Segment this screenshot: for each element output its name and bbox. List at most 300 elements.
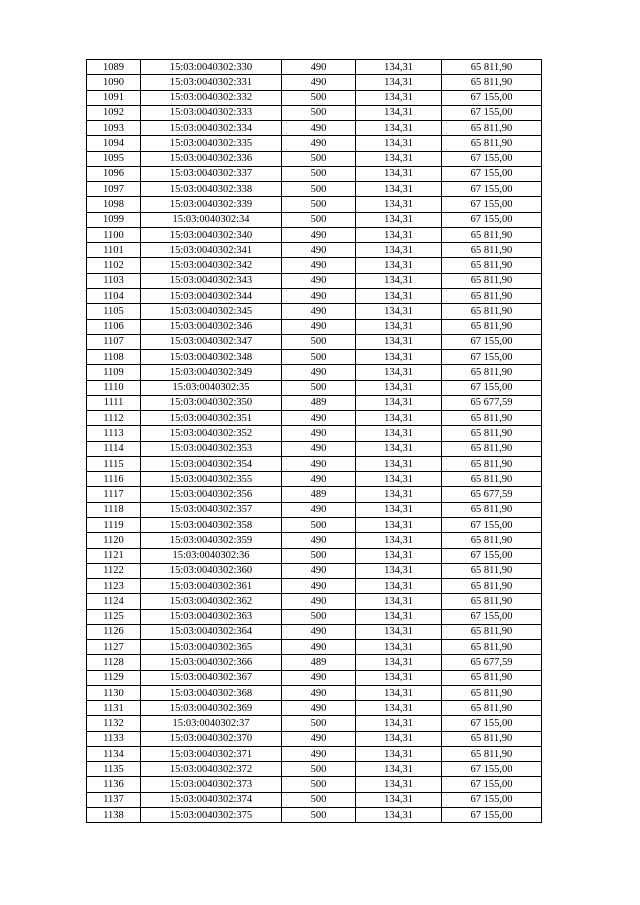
area-cell: 500: [282, 334, 356, 349]
row-number-cell: 1117: [87, 487, 141, 502]
table-row: [87, 182, 542, 197]
table-row: [87, 304, 542, 319]
area-cell: 500: [282, 90, 356, 105]
row-number-cell: 1109: [87, 365, 141, 380]
table-row: [87, 563, 542, 578]
amount-cell: 65 811,90: [442, 670, 542, 685]
row-number-cell: 1124: [87, 594, 141, 609]
table-row: [87, 472, 542, 487]
table-row: [87, 502, 542, 517]
row-number-cell: 1111: [87, 395, 141, 410]
amount-cell: 67 155,00: [442, 792, 542, 807]
table-row: [87, 594, 542, 609]
table-row: [87, 701, 542, 716]
area-cell: 500: [282, 716, 356, 731]
row-number-cell: 1122: [87, 563, 141, 578]
rate-cell: 134,31: [356, 472, 442, 487]
table-row: [87, 105, 542, 120]
table-row: [87, 579, 542, 594]
area-cell: 490: [282, 288, 356, 303]
rate-cell: 134,31: [356, 624, 442, 639]
amount-cell: 67 155,00: [442, 212, 542, 227]
row-number-cell: 1092: [87, 105, 141, 120]
cadastral-number-cell: 15:03:0040302:347: [141, 334, 282, 349]
table-row: [87, 273, 542, 288]
table-row: [87, 716, 542, 731]
cadastral-number-cell: 15:03:0040302:348: [141, 350, 282, 365]
row-number-cell: 1128: [87, 655, 141, 670]
amount-cell: 67 155,00: [442, 808, 542, 823]
cadastral-number-cell: 15:03:0040302:339: [141, 197, 282, 212]
row-number-cell: 1107: [87, 334, 141, 349]
cadastral-number-cell: 15:03:0040302:351: [141, 411, 282, 426]
cadastral-number-cell: 15:03:0040302:337: [141, 166, 282, 181]
table-row: [87, 746, 542, 761]
row-number-cell: 1113: [87, 426, 141, 441]
area-cell: 490: [282, 243, 356, 258]
rate-cell: 134,31: [356, 136, 442, 151]
table-row: [87, 75, 542, 90]
amount-cell: 65 811,90: [442, 136, 542, 151]
rate-cell: 134,31: [356, 60, 442, 75]
area-cell: 500: [282, 777, 356, 792]
rate-cell: 134,31: [356, 350, 442, 365]
row-number-cell: 1132: [87, 716, 141, 731]
cadastral-number-cell: 15:03:0040302:374: [141, 792, 282, 807]
area-cell: 489: [282, 655, 356, 670]
area-cell: 500: [282, 548, 356, 563]
rate-cell: 134,31: [356, 304, 442, 319]
amount-cell: 65 811,90: [442, 365, 542, 380]
cadastral-number-cell: 15:03:0040302:34: [141, 212, 282, 227]
cadastral-number-cell: 15:03:0040302:36: [141, 548, 282, 563]
row-number-cell: 1108: [87, 350, 141, 365]
table-row: [87, 288, 542, 303]
area-cell: 500: [282, 517, 356, 532]
amount-cell: 65 811,90: [442, 273, 542, 288]
rate-cell: 134,31: [356, 105, 442, 120]
table-row: [87, 197, 542, 212]
rate-cell: 134,31: [356, 227, 442, 242]
area-cell: 489: [282, 487, 356, 502]
area-cell: 490: [282, 456, 356, 471]
rate-cell: 134,31: [356, 579, 442, 594]
area-cell: 490: [282, 624, 356, 639]
row-number-cell: 1102: [87, 258, 141, 273]
cadastral-number-cell: 15:03:0040302:335: [141, 136, 282, 151]
area-cell: 490: [282, 273, 356, 288]
cadastral-number-cell: 15:03:0040302:346: [141, 319, 282, 334]
rate-cell: 134,31: [356, 288, 442, 303]
amount-cell: 65 811,90: [442, 258, 542, 273]
amount-cell: 67 155,00: [442, 609, 542, 624]
rate-cell: 134,31: [356, 151, 442, 166]
table-row: [87, 640, 542, 655]
cadastral-number-cell: 15:03:0040302:372: [141, 762, 282, 777]
area-cell: 500: [282, 197, 356, 212]
row-number-cell: 1130: [87, 685, 141, 700]
table-row: [87, 395, 542, 410]
table-row: [87, 777, 542, 792]
row-number-cell: 1126: [87, 624, 141, 639]
area-cell: 500: [282, 762, 356, 777]
row-number-cell: 1097: [87, 182, 141, 197]
rate-cell: 134,31: [356, 197, 442, 212]
rate-cell: 134,31: [356, 792, 442, 807]
cadastral-number-cell: 15:03:0040302:369: [141, 701, 282, 716]
cadastral-number-cell: 15:03:0040302:370: [141, 731, 282, 746]
rate-cell: 134,31: [356, 166, 442, 181]
amount-cell: 67 155,00: [442, 197, 542, 212]
table-row: [87, 319, 542, 334]
cadastral-number-cell: 15:03:0040302:338: [141, 182, 282, 197]
rate-cell: 134,31: [356, 655, 442, 670]
row-number-cell: 1094: [87, 136, 141, 151]
amount-cell: 65 677,59: [442, 487, 542, 502]
amount-cell: 65 811,90: [442, 685, 542, 700]
area-cell: 490: [282, 640, 356, 655]
amount-cell: 67 155,00: [442, 182, 542, 197]
table-row: [87, 456, 542, 471]
cadastral-number-cell: 15:03:0040302:358: [141, 517, 282, 532]
rate-cell: 134,31: [356, 685, 442, 700]
rate-cell: 134,31: [356, 411, 442, 426]
cadastral-number-cell: 15:03:0040302:330: [141, 60, 282, 75]
amount-cell: 67 155,00: [442, 777, 542, 792]
rate-cell: 134,31: [356, 609, 442, 624]
area-cell: 490: [282, 136, 356, 151]
table-body: [87, 60, 542, 823]
amount-cell: 65 811,90: [442, 243, 542, 258]
row-number-cell: 1098: [87, 197, 141, 212]
rate-cell: 134,31: [356, 701, 442, 716]
table-row: [87, 731, 542, 746]
row-number-cell: 1120: [87, 533, 141, 548]
area-cell: 490: [282, 685, 356, 700]
area-cell: 490: [282, 502, 356, 517]
area-cell: 490: [282, 533, 356, 548]
cadastral-number-cell: 15:03:0040302:366: [141, 655, 282, 670]
rate-cell: 134,31: [356, 258, 442, 273]
rate-cell: 134,31: [356, 212, 442, 227]
amount-cell: 65 811,90: [442, 746, 542, 761]
row-number-cell: 1131: [87, 701, 141, 716]
table-row: [87, 426, 542, 441]
rate-cell: 134,31: [356, 365, 442, 380]
row-number-cell: 1137: [87, 792, 141, 807]
amount-cell: 65 811,90: [442, 75, 542, 90]
table-row: [87, 243, 542, 258]
rate-cell: 134,31: [356, 808, 442, 823]
cadastral-number-cell: 15:03:0040302:37: [141, 716, 282, 731]
cadastral-number-cell: 15:03:0040302:371: [141, 746, 282, 761]
table-row: [87, 808, 542, 823]
rate-cell: 134,31: [356, 746, 442, 761]
rate-cell: 134,31: [356, 273, 442, 288]
cadastral-number-cell: 15:03:0040302:375: [141, 808, 282, 823]
amount-cell: 67 155,00: [442, 548, 542, 563]
row-number-cell: 1136: [87, 777, 141, 792]
cadastral-number-cell: 15:03:0040302:333: [141, 105, 282, 120]
cadastral-number-cell: 15:03:0040302:359: [141, 533, 282, 548]
row-number-cell: 1119: [87, 517, 141, 532]
area-cell: 490: [282, 731, 356, 746]
row-number-cell: 1093: [87, 121, 141, 136]
area-cell: 490: [282, 426, 356, 441]
cadastral-number-cell: 15:03:0040302:360: [141, 563, 282, 578]
rate-cell: 134,31: [356, 533, 442, 548]
area-cell: 500: [282, 380, 356, 395]
amount-cell: 67 155,00: [442, 334, 542, 349]
amount-cell: 67 155,00: [442, 90, 542, 105]
area-cell: 490: [282, 319, 356, 334]
row-number-cell: 1096: [87, 166, 141, 181]
row-number-cell: 1129: [87, 670, 141, 685]
rate-cell: 134,31: [356, 319, 442, 334]
rate-cell: 134,31: [356, 334, 442, 349]
rate-cell: 134,31: [356, 731, 442, 746]
cadastral-number-cell: 15:03:0040302:354: [141, 456, 282, 471]
table-row: [87, 762, 542, 777]
cadastral-number-cell: 15:03:0040302:368: [141, 685, 282, 700]
area-cell: 490: [282, 670, 356, 685]
rate-cell: 134,31: [356, 777, 442, 792]
rate-cell: 134,31: [356, 75, 442, 90]
row-number-cell: 1100: [87, 227, 141, 242]
amount-cell: 65 811,90: [442, 701, 542, 716]
area-cell: 490: [282, 579, 356, 594]
row-number-cell: 1115: [87, 456, 141, 471]
row-number-cell: 1105: [87, 304, 141, 319]
amount-cell: 67 155,00: [442, 151, 542, 166]
cadastral-number-cell: 15:03:0040302:343: [141, 273, 282, 288]
rate-cell: 134,31: [356, 395, 442, 410]
cadastral-number-cell: 15:03:0040302:349: [141, 365, 282, 380]
cadastral-number-cell: 15:03:0040302:332: [141, 90, 282, 105]
rate-cell: 134,31: [356, 762, 442, 777]
row-number-cell: 1135: [87, 762, 141, 777]
amount-cell: 65 811,90: [442, 640, 542, 655]
rate-cell: 134,31: [356, 670, 442, 685]
table-row: [87, 441, 542, 456]
rate-cell: 134,31: [356, 121, 442, 136]
row-number-cell: 1121: [87, 548, 141, 563]
area-cell: 490: [282, 365, 356, 380]
row-number-cell: 1116: [87, 472, 141, 487]
row-number-cell: 1090: [87, 75, 141, 90]
amount-cell: 65 811,90: [442, 533, 542, 548]
rate-cell: 134,31: [356, 502, 442, 517]
row-number-cell: 1127: [87, 640, 141, 655]
table-row: [87, 517, 542, 532]
area-cell: 490: [282, 563, 356, 578]
cadastral-number-cell: 15:03:0040302:336: [141, 151, 282, 166]
cadastral-number-cell: 15:03:0040302:342: [141, 258, 282, 273]
rate-cell: 134,31: [356, 563, 442, 578]
amount-cell: 67 155,00: [442, 350, 542, 365]
cadastral-number-cell: 15:03:0040302:364: [141, 624, 282, 639]
area-cell: 500: [282, 808, 356, 823]
row-number-cell: 1134: [87, 746, 141, 761]
cadastral-number-cell: 15:03:0040302:356: [141, 487, 282, 502]
table-row: [87, 380, 542, 395]
area-cell: 490: [282, 227, 356, 242]
table-row: [87, 792, 542, 807]
amount-cell: 65 811,90: [442, 731, 542, 746]
area-cell: 490: [282, 258, 356, 273]
cadastral-number-cell: 15:03:0040302:361: [141, 579, 282, 594]
area-cell: 490: [282, 121, 356, 136]
row-number-cell: 1095: [87, 151, 141, 166]
row-number-cell: 1101: [87, 243, 141, 258]
cadastral-number-cell: 15:03:0040302:355: [141, 472, 282, 487]
row-number-cell: 1110: [87, 380, 141, 395]
amount-cell: 65 677,59: [442, 395, 542, 410]
cadastral-number-cell: 15:03:0040302:340: [141, 227, 282, 242]
table-row: [87, 609, 542, 624]
rate-cell: 134,31: [356, 90, 442, 105]
amount-cell: 67 155,00: [442, 166, 542, 181]
area-cell: 490: [282, 746, 356, 761]
table-row: [87, 258, 542, 273]
row-number-cell: 1114: [87, 441, 141, 456]
area-cell: 489: [282, 395, 356, 410]
row-number-cell: 1138: [87, 808, 141, 823]
table-row: [87, 90, 542, 105]
row-number-cell: 1112: [87, 411, 141, 426]
amount-cell: 67 155,00: [442, 380, 542, 395]
area-cell: 500: [282, 212, 356, 227]
amount-cell: 65 811,90: [442, 502, 542, 517]
rate-cell: 134,31: [356, 548, 442, 563]
land-plots-table: [86, 59, 542, 823]
table-row: [87, 136, 542, 151]
rate-cell: 134,31: [356, 716, 442, 731]
cadastral-number-cell: 15:03:0040302:362: [141, 594, 282, 609]
area-cell: 490: [282, 75, 356, 90]
cadastral-number-cell: 15:03:0040302:344: [141, 288, 282, 303]
amount-cell: 65 811,90: [442, 426, 542, 441]
amount-cell: 65 811,90: [442, 411, 542, 426]
amount-cell: 67 155,00: [442, 105, 542, 120]
amount-cell: 65 811,90: [442, 441, 542, 456]
cadastral-number-cell: 15:03:0040302:353: [141, 441, 282, 456]
row-number-cell: 1118: [87, 502, 141, 517]
rate-cell: 134,31: [356, 594, 442, 609]
amount-cell: 65 811,90: [442, 121, 542, 136]
area-cell: 490: [282, 411, 356, 426]
cadastral-number-cell: 15:03:0040302:363: [141, 609, 282, 624]
amount-cell: 65 811,90: [442, 227, 542, 242]
rate-cell: 134,31: [356, 182, 442, 197]
rate-cell: 134,31: [356, 243, 442, 258]
area-cell: 500: [282, 166, 356, 181]
area-cell: 500: [282, 182, 356, 197]
cadastral-number-cell: 15:03:0040302:341: [141, 243, 282, 258]
amount-cell: 67 155,00: [442, 517, 542, 532]
area-cell: 490: [282, 472, 356, 487]
area-cell: 490: [282, 701, 356, 716]
cadastral-number-cell: 15:03:0040302:352: [141, 426, 282, 441]
table-row: [87, 487, 542, 502]
table-row: [87, 365, 542, 380]
row-number-cell: 1133: [87, 731, 141, 746]
row-number-cell: 1091: [87, 90, 141, 105]
cadastral-number-cell: 15:03:0040302:367: [141, 670, 282, 685]
table-row: [87, 151, 542, 166]
table-row: [87, 548, 542, 563]
amount-cell: 65 811,90: [442, 579, 542, 594]
amount-cell: 65 811,90: [442, 624, 542, 639]
rate-cell: 134,31: [356, 441, 442, 456]
cadastral-number-cell: 15:03:0040302:345: [141, 304, 282, 319]
table-row: [87, 60, 542, 75]
amount-cell: 65 811,90: [442, 563, 542, 578]
area-cell: 500: [282, 792, 356, 807]
row-number-cell: 1106: [87, 319, 141, 334]
rate-cell: 134,31: [356, 487, 442, 502]
cadastral-number-cell: 15:03:0040302:331: [141, 75, 282, 90]
row-number-cell: 1099: [87, 212, 141, 227]
table-row: [87, 411, 542, 426]
table-row: [87, 166, 542, 181]
amount-cell: 65 811,90: [442, 319, 542, 334]
cadastral-number-cell: 15:03:0040302:357: [141, 502, 282, 517]
row-number-cell: 1103: [87, 273, 141, 288]
row-number-cell: 1125: [87, 609, 141, 624]
area-cell: 490: [282, 60, 356, 75]
rate-cell: 134,31: [356, 426, 442, 441]
amount-cell: 65 811,90: [442, 472, 542, 487]
amount-cell: 65 811,90: [442, 594, 542, 609]
area-cell: 500: [282, 151, 356, 166]
table-row: [87, 655, 542, 670]
area-cell: 500: [282, 609, 356, 624]
rate-cell: 134,31: [356, 640, 442, 655]
amount-cell: 65 811,90: [442, 288, 542, 303]
table-row: [87, 624, 542, 639]
area-cell: 500: [282, 350, 356, 365]
table-row: [87, 121, 542, 136]
area-cell: 490: [282, 441, 356, 456]
amount-cell: 65 811,90: [442, 456, 542, 471]
area-cell: 500: [282, 105, 356, 120]
row-number-cell: 1104: [87, 288, 141, 303]
row-number-cell: 1123: [87, 579, 141, 594]
area-cell: 490: [282, 304, 356, 319]
rate-cell: 134,31: [356, 456, 442, 471]
table-row: [87, 227, 542, 242]
row-number-cell: 1089: [87, 60, 141, 75]
area-cell: 490: [282, 594, 356, 609]
rate-cell: 134,31: [356, 380, 442, 395]
table-row: [87, 212, 542, 227]
amount-cell: 65 677,59: [442, 655, 542, 670]
table-row: [87, 670, 542, 685]
table-row: [87, 685, 542, 700]
cadastral-number-cell: 15:03:0040302:350: [141, 395, 282, 410]
cadastral-number-cell: 15:03:0040302:365: [141, 640, 282, 655]
cadastral-number-cell: 15:03:0040302:373: [141, 777, 282, 792]
amount-cell: 65 811,90: [442, 60, 542, 75]
table-row: [87, 334, 542, 349]
amount-cell: 67 155,00: [442, 716, 542, 731]
cadastral-number-cell: 15:03:0040302:35: [141, 380, 282, 395]
rate-cell: 134,31: [356, 517, 442, 532]
cadastral-number-cell: 15:03:0040302:334: [141, 121, 282, 136]
amount-cell: 67 155,00: [442, 762, 542, 777]
amount-cell: 65 811,90: [442, 304, 542, 319]
